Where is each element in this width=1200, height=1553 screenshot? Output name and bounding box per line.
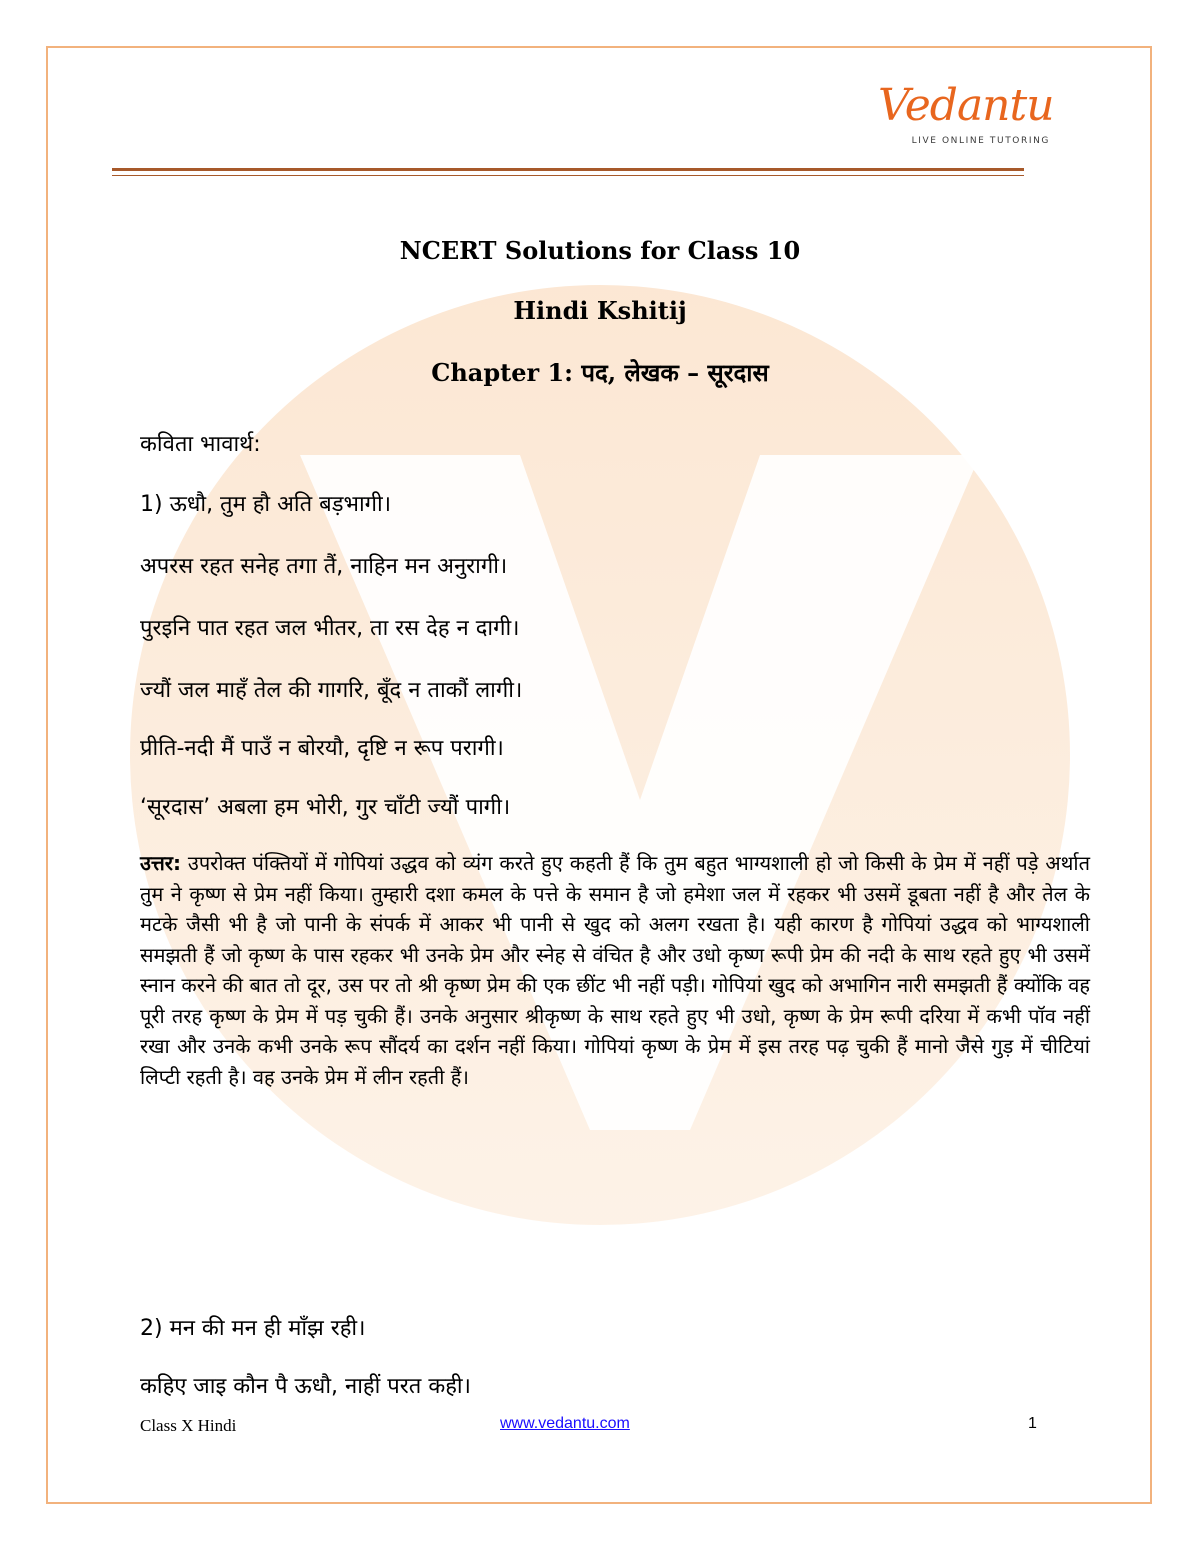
- vedantu-logo: [878, 80, 1054, 154]
- footer-website-link[interactable]: www.vedantu.com: [500, 1415, 630, 1432]
- verse-line: 1) ऊधौ, तुम हौ अति बड़भागी।: [140, 492, 392, 517]
- document-title: NCERT Solutions for Class 10: [399, 236, 801, 265]
- answer-paragraph: [140, 848, 1090, 1092]
- verse-line: पुरइनि पात रहत जल भीतर, ता रस देह न दागी।: [140, 616, 520, 641]
- logo-brand-text: Vedantu: [878, 80, 1054, 131]
- answer-text: उपरोक्त पंक्तियों में गोपियां उद्धव को व्यंग करते हुए कहती हैं कि तुम बहुत भाग्यशाली हो जो किसी के प्रेम में नहीं पड़े अर्थात तुम ने कृष्ण से प्रेम नहीं किया। तुम्हारी दशा कमल के पत्ते के समान है जो हमेशा जल में रहकर भी उसमें डूबता नहीं है और तेल के मटके जैसी भी है जो पानी के संपर्क में आकर भी पानी से खुद को अलग रखता है। यही कारण है गोपियां उद्धव को भाग्यशाली समझती हैं जो कृष्ण के पास रहकर भी उनके प्रेम और स्नेह से वंचित है और उधो कृष्ण रूपी प्रेम की नदी के साथ रहते हुए भी उसमें स्नान करने की बात तो दूर, उस पर तो श्री कृष्ण प्रेम की एक छींट भी नहीं पड़ी। गोपियां खुद को अभागिन नारी समझती हैं क्योंकि वह पूरी तरह कृष्ण के प्रेम में पड़ चुकी हैं। उनके अनुसार श्रीकृष्ण के साथ रहते हुए भी उधो, कृष्ण के प्रेम रूपी दरिया में कभी पॉव नहीं रखा और उनके कभी उनके रूप सौंदर्य का दर्शन नहीं किया। गोपियां कृष्ण के प्रेम में इस तरह पढ़ चुकी हैं मानो जैसे गुड़ में चीटियां लिप्टी रहती है। वह उनके प्रेम में लीन रहती हैं।: [140, 851, 1090, 1089]
- header-rule-thin: [112, 175, 1024, 176]
- answer-label: उत्तर:: [140, 851, 181, 875]
- footer-class-label: Class X Hindi: [140, 1416, 237, 1435]
- verse-line: 2) मन की मन ही माँझ रही।: [140, 1316, 366, 1341]
- chapter-title: Chapter 1: पद, लेखक – सूरदास: [431, 358, 769, 387]
- header-rule: [112, 168, 1024, 171]
- verse-line: ‘सूरदास’ अबला हम भोरी, गुर चाँटी ज्यौं पागी।: [140, 795, 511, 820]
- logo-tagline: LIVE ONLINE TUTORING: [911, 136, 1050, 146]
- document-subtitle: Hindi Kshitij: [513, 296, 687, 325]
- page-number: 1: [1028, 1415, 1037, 1432]
- verse-line: अपरस रहत सनेह तगा तैं, नाहिन मन अनुरागी।: [140, 554, 508, 579]
- verse-line: कहिए जाइ कौन पै ऊधौ, नाहीं परत कही।: [140, 1374, 471, 1399]
- section-heading: कविता भावार्थ:: [140, 432, 261, 457]
- verse-line: प्रीति-नदी मैं पाउँ न बोरयौ, दृष्टि न रूप परागी।: [140, 736, 504, 761]
- verse-line: ज्यौं जल माहँ तेल की गागरि, बूँद न ताकौं लागी।: [140, 678, 523, 703]
